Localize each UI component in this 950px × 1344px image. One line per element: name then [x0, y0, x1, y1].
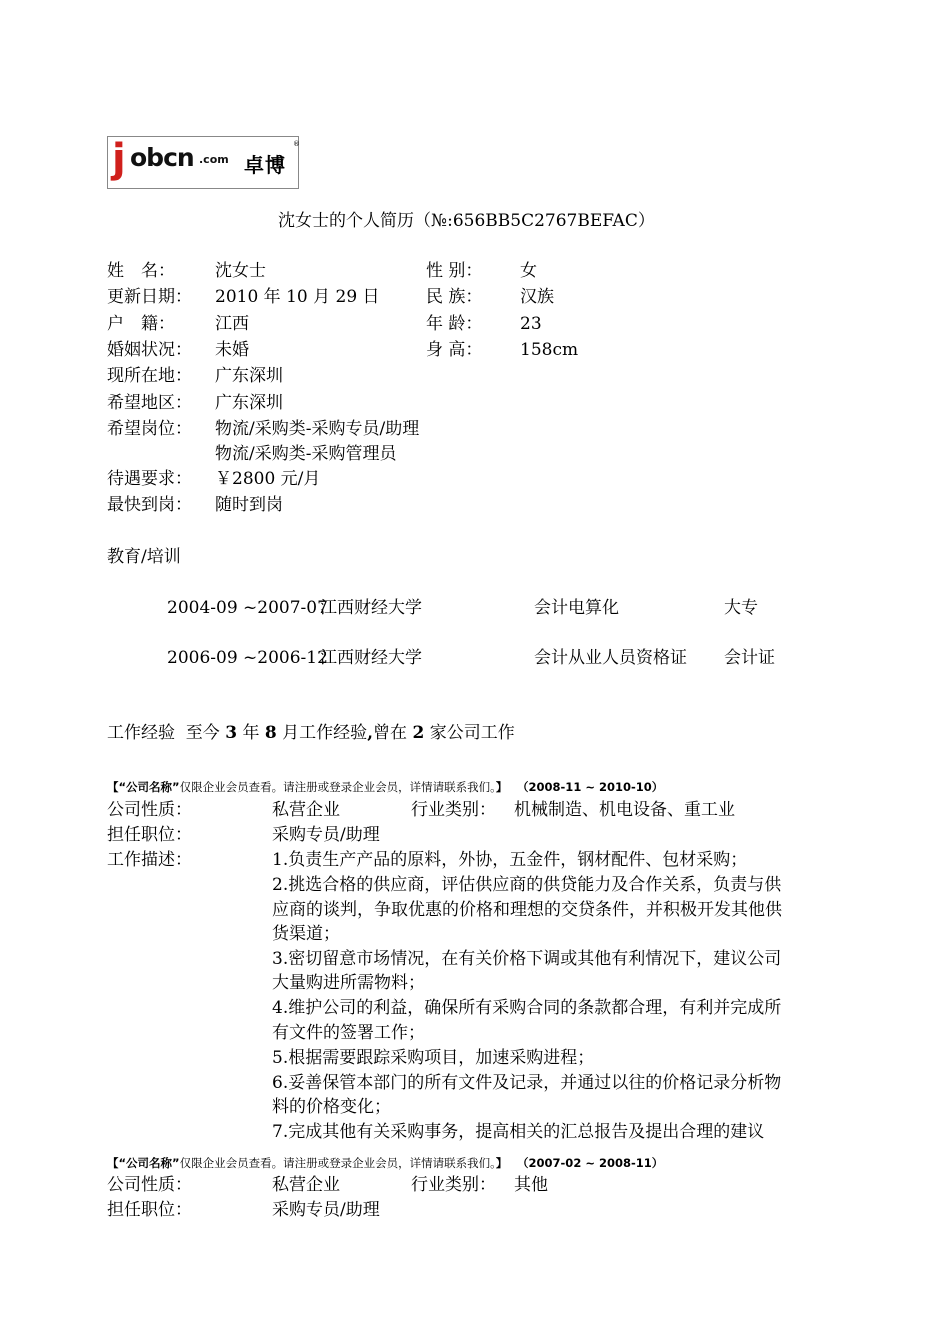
desc-line: 7.完成其他有关采购事务，提高相关的汇总报告及提出合理的建议 — [272, 1122, 765, 1142]
age-value: 23 — [520, 314, 542, 334]
company-notice — [107, 781, 663, 795]
industry-value: 其他 — [514, 1175, 548, 1195]
exp-heading-text: 工作经验 至今 — [107, 723, 226, 743]
desired-post-2: 物流/采购类-采购管理员 — [215, 444, 397, 464]
notice-company-name: “公司名称” — [118, 1156, 180, 1170]
post-label: 担任职位： — [107, 1200, 192, 1220]
desired-area-label: 希望地区： — [107, 393, 192, 413]
jobcn-logo — [107, 136, 299, 189]
nature-label: 公司性质： — [107, 800, 192, 820]
experience-heading — [107, 723, 515, 743]
edu-degree: 大专 — [724, 598, 758, 618]
edu-period: 2004-09 ~2007-07 — [167, 598, 328, 618]
notice-bracket: 】 — [495, 1156, 508, 1170]
job-period: （2008-11 ~ 2010-10） — [517, 780, 664, 794]
notice-bracket: 【 — [107, 1156, 119, 1170]
start-value: 随时到岗 — [215, 495, 283, 515]
hukou-value: 江西 — [215, 314, 249, 334]
notice-text: 仅限企业会员查看。请注册或登录企业会员，详情请联系我们。 — [179, 1156, 496, 1170]
post-label: 担任职位： — [107, 825, 192, 845]
notice-bracket: 【 — [107, 780, 119, 794]
logo-obcn: obcn — [130, 143, 194, 172]
location-label: 现所在地： — [107, 366, 192, 386]
exp-heading-text: 年 — [237, 723, 265, 743]
exp-heading-text: 曾在 — [373, 723, 413, 743]
desc-line: 料的价格变化； — [272, 1097, 391, 1117]
desc-line: 5.根据需要跟踪采购项目，加速采购进程； — [272, 1048, 595, 1068]
ethnicity-label: 民 族： — [426, 287, 483, 307]
updated-value: 2010 年 10 月 29 日 — [215, 287, 380, 307]
notice-bracket: 】 — [495, 780, 508, 794]
notice-company-name: “公司名称” — [118, 780, 180, 794]
education-heading: 教育/培训 — [107, 547, 181, 567]
notice-text: 仅限企业会员查看。请注册或登录企业会员，详情请联系我们。 — [179, 780, 496, 794]
desired-post-label: 希望岗位： — [107, 419, 192, 439]
ethnicity-value: 汉族 — [520, 287, 554, 307]
exp-comma: , — [367, 723, 374, 743]
logo-j: j — [112, 136, 126, 182]
desired-post-1: 物流/采购类-采购专员/助理 — [215, 419, 420, 439]
salary-label: 待遇要求： — [107, 469, 192, 489]
edu-major: 会计从业人员资格证 — [534, 648, 687, 668]
desc-line: 货渠道； — [272, 924, 340, 944]
company-notice — [107, 1157, 663, 1171]
gender-label: 性 别： — [426, 261, 483, 281]
desc-line: 1.负责生产产品的原料，外协，五金件，钢材配件、包材采购； — [272, 850, 748, 870]
exp-heading-text: 家公司工作 — [424, 723, 515, 743]
job-period: （2007-02 ~ 2008-11） — [517, 1156, 664, 1170]
age-label: 年 龄： — [426, 314, 483, 334]
start-label: 最快到岗： — [107, 495, 192, 515]
nature-value: 私营企业 — [272, 800, 340, 820]
marital-label: 婚姻状况： — [107, 340, 192, 360]
edu-degree: 会计证 — [724, 648, 775, 668]
edu-period: 2006-09 ~2006-12 — [167, 648, 328, 668]
logo-chinese: 卓博 — [244, 153, 286, 177]
resume-title: 沈女士的个人简历（№:656BB5C2767BEFAC） — [278, 211, 655, 231]
edu-school: 江西财经大学 — [320, 598, 422, 618]
name-label: 姓 名： — [107, 261, 175, 281]
nature-label: 公司性质： — [107, 1175, 192, 1195]
desc-line: 2.挑选合格的供应商，评估供应商的供贷能力及合作关系，负责与供 — [272, 875, 782, 895]
industry-value: 机械制造、机电设备、重工业 — [514, 800, 735, 820]
edu-major: 会计电算化 — [534, 598, 619, 618]
exp-companies: 2 — [412, 723, 425, 743]
exp-heading-text: 月工作经验 — [276, 723, 368, 743]
salary-value: ￥2800 元/月 — [215, 469, 321, 489]
height-value: 158cm — [520, 340, 579, 360]
desc-line: 大量购进所需物料； — [272, 973, 425, 993]
desc-line: 4.维护公司的利益，确保所有采购合同的条款都合理，有利并完成所 — [272, 998, 782, 1018]
height-label: 身 高： — [426, 340, 483, 360]
updated-label: 更新日期： — [107, 287, 192, 307]
marital-value: 未婚 — [215, 340, 249, 360]
desired-area-value: 广东深圳 — [215, 393, 283, 413]
desc-line: 6.妥善保管本部门的所有文件及记录，并通过以往的价格记录分析物 — [272, 1073, 782, 1093]
post-value: 采购专员/助理 — [272, 1200, 380, 1220]
desc-line: 3.密切留意市场情况，在有关价格下调或其他有利情况下，建议公司 — [272, 949, 782, 969]
desc-line: 有文件的签署工作； — [272, 1023, 425, 1043]
edu-school: 江西财经大学 — [320, 648, 422, 668]
desc-label: 工作描述： — [107, 850, 192, 870]
desc-line: 应商的谈判，争取优惠的价格和理想的交贷条件，并积极开发其他供 — [272, 900, 782, 920]
location-value: 广东深圳 — [215, 366, 283, 386]
logo-com: .com — [199, 153, 229, 166]
post-value: 采购专员/助理 — [272, 825, 380, 845]
nature-value: 私营企业 — [272, 1175, 340, 1195]
exp-years: 3 — [225, 723, 238, 743]
gender-value: 女 — [520, 261, 537, 281]
hukou-label: 户 籍： — [107, 314, 175, 334]
industry-label: 行业类别： — [411, 800, 496, 820]
industry-label: 行业类别： — [411, 1175, 496, 1195]
exp-months: 8 — [264, 723, 277, 743]
logo-registered: ® — [293, 140, 300, 148]
name-value: 沈女士 — [215, 261, 266, 281]
